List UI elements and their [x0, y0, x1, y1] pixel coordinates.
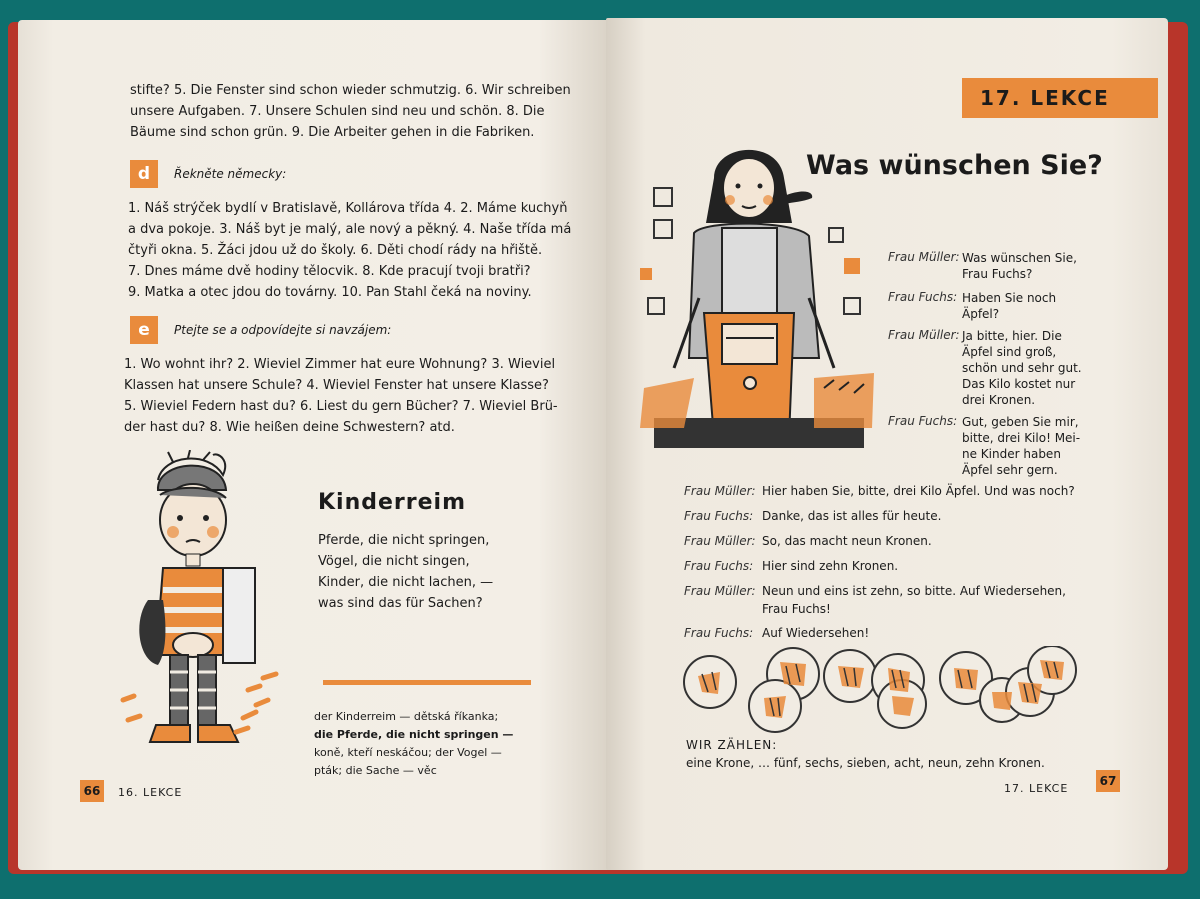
- dialog-line: ne Kinder haben: [962, 447, 1061, 461]
- section-d-line: čtyři okna. 5. Žáci jdou už do školy. 6. Děti chodí rády na hřiště.: [128, 243, 543, 258]
- page-number-left: 66: [80, 780, 104, 802]
- vocab-line: pták; die Sache — věc: [314, 764, 437, 777]
- dialog-line: Hier haben Sie, bitte, drei Kilo Äpfel. Und was noch?: [762, 484, 1075, 498]
- intro-line: unsere Aufgaben. 7. Unsere Schulen sind neu und schön. 8. Die: [130, 104, 545, 119]
- counting-line: eine Krone, … fünf, sechs, sieben, acht, neun, zehn Kronen.: [686, 756, 1045, 770]
- dialog-line: bitte, drei Kilo! Mei-: [962, 431, 1081, 445]
- dialog-line: Frau Fuchs!: [762, 602, 831, 616]
- speaker-label: Frau Müller:: [888, 328, 960, 342]
- intro-line: stifte? 5. Die Fenster sind schon wieder schmutzig. 6. Wir schreiben: [130, 83, 571, 98]
- speaker-label: Frau Müller:: [684, 534, 756, 548]
- footer-lesson-left: 16. LEKCE: [118, 786, 183, 799]
- speaker-label: Frau Fuchs:: [888, 290, 958, 304]
- counting-heading: WIR ZÄHLEN:: [686, 738, 778, 752]
- poem-title: Kinderreim: [318, 490, 467, 515]
- boy-illustration: [118, 450, 288, 760]
- dialog-line: Auf Wiedersehen!: [762, 626, 870, 640]
- speaker-label: Frau Fuchs:: [684, 559, 754, 573]
- dialog-line: schön und sehr gut.: [962, 361, 1082, 375]
- poem-line: Pferde, die nicht springen,: [318, 533, 490, 548]
- dialog-line: Das Kilo kostet nur: [962, 377, 1076, 391]
- section-e-line: 1. Wo wohnt ihr? 2. Wieviel Zimmer hat eure Wohnung? 3. Wieviel: [124, 357, 556, 372]
- dialog-line: Äpfel sind groß,: [962, 345, 1057, 359]
- section-e-instruction: Ptejte se a odpovídejte si navzájem:: [174, 323, 392, 337]
- speaker-label: Frau Müller:: [888, 250, 960, 264]
- poem-line: was sind das für Sachen?: [318, 596, 483, 611]
- left-page: [18, 20, 610, 870]
- dialog-line: drei Kronen.: [962, 393, 1036, 407]
- dialog-line: Hier sind zehn Kronen.: [762, 559, 899, 573]
- right-page: [606, 18, 1168, 870]
- section-e-line: der hast du? 8. Wie heißen deine Schwestern? atd.: [124, 420, 455, 435]
- speaker-label: Frau Fuchs:: [888, 414, 958, 428]
- dialog-line: So, das macht neun Kronen.: [762, 534, 932, 548]
- dialog-line: Äpfel sehr gern.: [962, 463, 1058, 477]
- dialog-line: Haben Sie noch: [962, 291, 1057, 305]
- section-e-marker: e: [130, 316, 158, 344]
- vocab-line: koně, kteří neskáčou; der Vogel —: [314, 746, 502, 759]
- poem-line: Vögel, die nicht singen,: [318, 554, 470, 569]
- speaker-label: Frau Müller:: [684, 484, 756, 498]
- speaker-label: Frau Müller:: [684, 584, 756, 598]
- dialog-line: Neun und eins ist zehn, so bitte. Auf Wiedersehen,: [762, 584, 1066, 598]
- vocab-line: die Pferde, die nicht springen —: [314, 728, 514, 741]
- section-d-marker: d: [130, 160, 158, 188]
- footer-lesson-right: 17. LEKCE: [1004, 782, 1069, 795]
- section-d-line: a dva pokoje. 3. Náš byt je malý, ale nový a pěkný. 4. Naše třída má: [128, 222, 572, 237]
- shopkeeper-illustration: [634, 128, 884, 458]
- lesson-title: Was wünschen Sie?: [806, 150, 1103, 181]
- intro-line: Bäume sind schon grün. 9. Die Arbeiter gehen in die Fabriken.: [130, 125, 535, 140]
- dialog-line: Danke, das ist alles für heute.: [762, 509, 942, 523]
- page-number-right: 67: [1096, 770, 1120, 792]
- speaker-label: Frau Fuchs:: [684, 509, 754, 523]
- dialog-line: Frau Fuchs?: [962, 267, 1033, 281]
- orange-divider: [323, 680, 531, 685]
- dialog-line: Gut, geben Sie mir,: [962, 415, 1079, 429]
- dialog-line: Was wünschen Sie,: [962, 251, 1077, 265]
- section-d-line: 9. Matka a otec jdou do továrny. 10. Pan Stahl čeká na noviny.: [128, 285, 532, 300]
- dialog-line: Äpfel?: [962, 307, 1000, 321]
- section-d-line: 7. Dnes máme dvě hodiny tělocvik. 8. Kde pracují tvoji bratři?: [128, 264, 531, 279]
- dialog-line: Ja bitte, hier. Die: [962, 329, 1062, 343]
- section-e-line: Klassen hat unsere Schule? 4. Wieviel Fenster hat unsere Klasse?: [124, 378, 549, 393]
- lesson-banner: 17. LEKCE: [962, 78, 1158, 118]
- section-e-line: 5. Wieviel Federn hast du? 6. Liest du gern Bücher? 7. Wieviel Brü-: [124, 399, 558, 414]
- section-d-line: 1. Náš strýček bydlí v Bratislavě, Kollárova třída 4. 2. Máme kuchyň: [128, 201, 568, 216]
- section-d-instruction: Řekněte německy:: [174, 167, 287, 181]
- poem-line: Kinder, die nicht lachen, —: [318, 575, 494, 590]
- coins-illustration: [678, 646, 1078, 736]
- vocab-line: der Kinderreim — dětská říkanka;: [314, 710, 499, 723]
- speaker-label: Frau Fuchs:: [684, 626, 754, 640]
